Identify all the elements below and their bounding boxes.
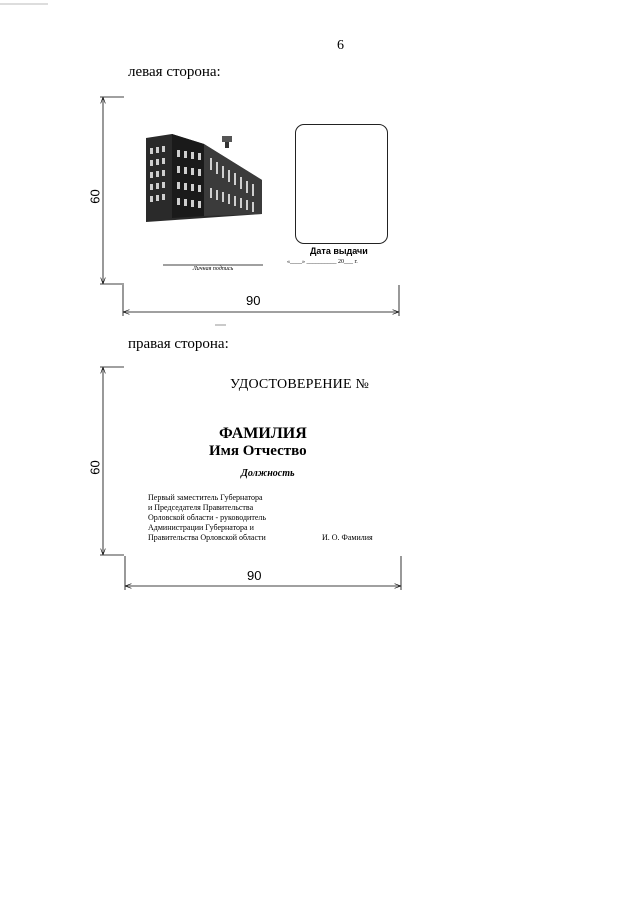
position-title: Должность (241, 468, 295, 479)
signature-caption: Личная подпись (192, 266, 234, 272)
photo-placeholder (295, 124, 388, 244)
surname: ФАМИЛИЯ (219, 425, 307, 442)
signer-title-block (148, 493, 266, 543)
right-height-dimension: 60 (87, 460, 103, 475)
certificate-title: УДОСТОВЕРЕНИЕ № (230, 377, 370, 392)
issue-date-line: «____» __________ 20___ г. (287, 259, 358, 265)
signer-line: Администрации Губернатора и (148, 523, 254, 532)
issue-date-title: Дата выдачи (310, 246, 368, 256)
right-side-label: правая сторона: (128, 336, 229, 352)
signer-line: Правительства Орловской области (148, 533, 266, 542)
signer-line: Первый заместитель Губернатора (148, 493, 263, 502)
page-number: 6 (337, 38, 344, 53)
right-width-dimension: 90 (247, 568, 262, 583)
left-side-label: левая сторона: (128, 64, 221, 80)
signer-line: и Председателя Правительства (148, 503, 254, 512)
signer-name: И. О. Фамилия (322, 533, 373, 542)
given-names: Имя Отчество (209, 443, 307, 459)
signer-line: Орловской области - руководитель (148, 513, 267, 522)
left-width-dimension: 90 (246, 293, 261, 308)
left-height-dimension: 60 (87, 189, 103, 204)
government-building-image (144, 130, 264, 226)
